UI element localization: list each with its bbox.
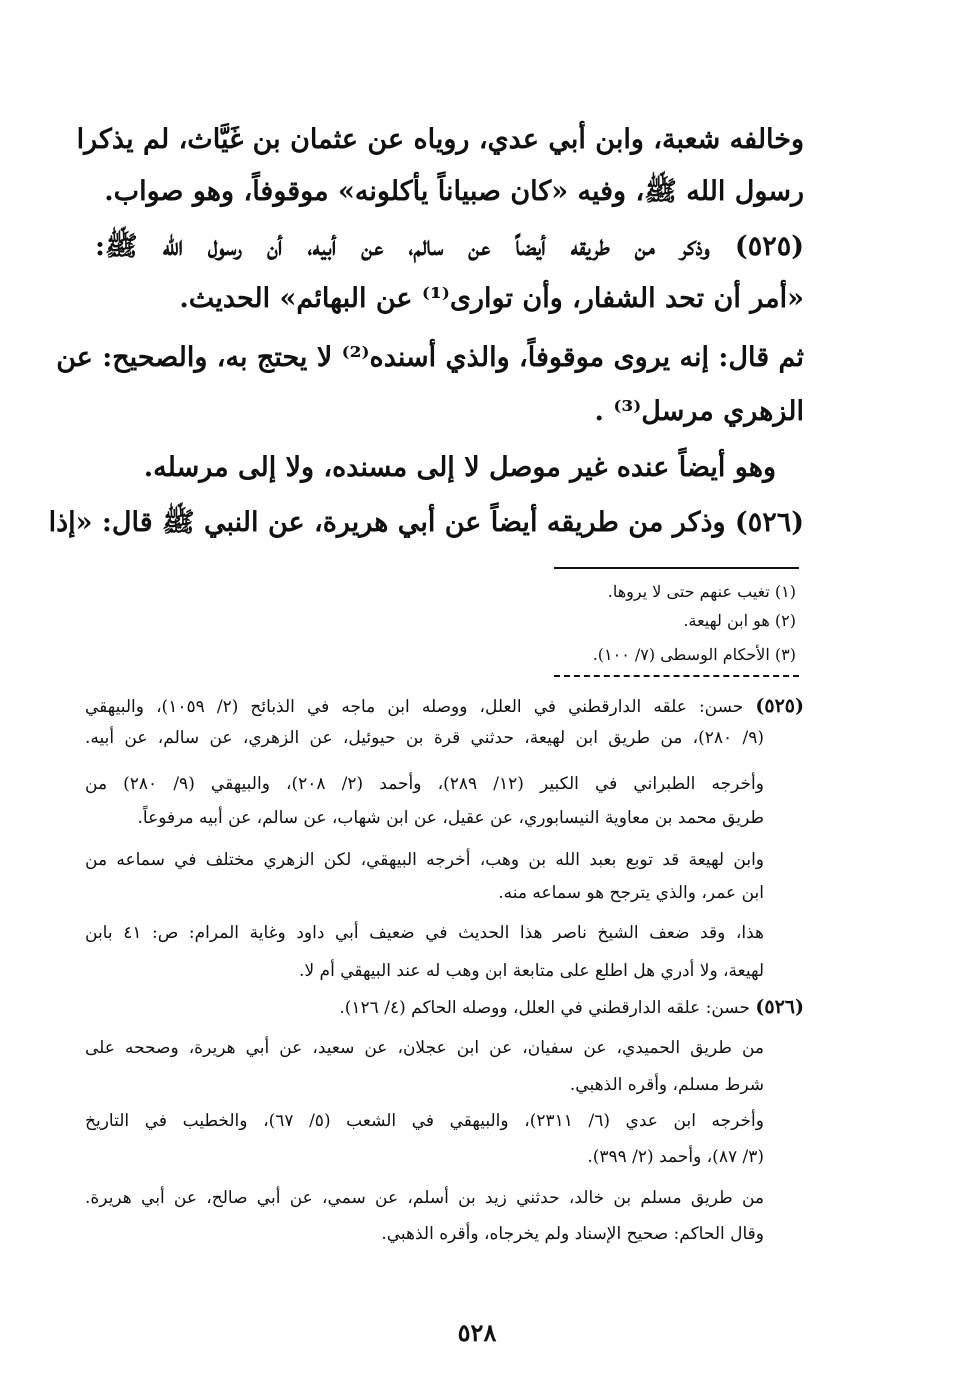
takhrij-525-line: (٩/ ٢٨٠)، من طريق ابن لهيعة، حدثني قرة بن حيوئيل، عن الزهري، عن سالم، عن أبيه. bbox=[85, 728, 764, 748]
hadith-text: وذكر من طريقه أيضاً عن سالم، عن أبيه، أن رسول الله ﷺ: bbox=[95, 231, 735, 262]
takhrij-text: حسن: علقه الدارقطني في العلل، ووصله الحاكم (٤/ ١٢٦). bbox=[339, 998, 756, 1018]
takhrij-525-line: هذا، وقد ضعف الشيخ ناصر هذا الحديث في ضعيف أبي داود وغاية المرام: ص: ٤١ بابن bbox=[85, 923, 764, 943]
takhrij-525-line: لهيعة، ولا أدري هل اطلع على متابعة ابن وهب له عند البيهقي أم لا. bbox=[299, 961, 764, 981]
footnote: (٢) هو ابن لهيعة. bbox=[683, 611, 796, 630]
takhrij-number: (٥٢٥) bbox=[755, 695, 805, 717]
hadith-526-heading bbox=[48, 498, 804, 548]
main-text-line: ثم قال: إنه يروى موقوفاً، والذي أسنده⁽²⁾ لا يحتج به، والصحيح: عن bbox=[56, 342, 804, 373]
takhrij-526-line: من طريق الحميدي، عن سفيان، عن ابن عجلان، عن سعيد، عن أبي هريرة، وصححه على bbox=[85, 1038, 764, 1058]
hadith-525-heading bbox=[95, 222, 804, 272]
takhrij-526-line: وأخرجه ابن عدي (٦/ ٢٣١١)، والبيهقي في الشعب (٥/ ٦٧)، والخطيب في التاريخ bbox=[85, 1111, 764, 1131]
takhrij-525-line: طريق محمد بن معاوية النيسابوري، عن عقيل، عن ابن شهاب، عن سالم، عن أبيه مرفوعاً. bbox=[137, 808, 764, 828]
main-text-line: وخالفه شعبة، وابن أبي عدي، روياه عن عثمان بن غَيَّاث، لم يذكرا bbox=[76, 124, 804, 155]
takhrij-526-line: (٣/ ٨٧)، وأحمد (٢/ ٣٩٩). bbox=[587, 1147, 764, 1167]
takhrij-525-line: وابن لهيعة قد توبع بعبد الله بن وهب، أخرجه البيهقي، لكن الزهري مختلف في سماعه من bbox=[85, 850, 764, 870]
footnote: (١) تغيب عنهم حتى لا يروها. bbox=[607, 582, 796, 601]
main-text-line: وهو أيضاً عنده غير موصل لا إلى مسنده، ولا إلى مرسله. bbox=[143, 452, 776, 483]
takhrij-526-line: شرط مسلم، وأقره الذهبي. bbox=[569, 1075, 764, 1095]
page-number: ٥٢٨ bbox=[457, 1318, 497, 1347]
takhrij-525-line bbox=[85, 690, 804, 722]
takhrij-526-line: وقال الحاكم: صحيح الإسناد ولم يخرجاه، وأقره الذهبي. bbox=[381, 1224, 764, 1244]
takhrij-number: (٥٢٦) bbox=[755, 996, 804, 1018]
takhrij-525-line: ابن عمر، والذي يترجح هو سماعه منه. bbox=[498, 883, 764, 903]
main-text-line: الزهري مرسل⁽³⁾ . bbox=[594, 396, 804, 427]
takhrij-separator bbox=[554, 675, 799, 677]
hadith-number: (٥٢٥) bbox=[734, 231, 804, 262]
main-text-line: رسول الله ﷺ، وفيه «كان صبياناً يأكلونه» موقوفاً، وهو صواب. bbox=[104, 176, 804, 207]
footnote: (٣) الأحكام الوسطى (٧/ ١٠٠). bbox=[592, 645, 796, 664]
takhrij-525-line: وأخرجه الطبراني في الكبير (١٢/ ٢٨٩)، وأحمد (٢/ ٢٠٨)، والبيهقي (٩/ ٢٨٠) من bbox=[85, 774, 764, 794]
takhrij-526-line bbox=[85, 991, 804, 1023]
takhrij-526-line: من طريق مسلم بن خالد، حدثني زيد بن أسلم، عن سمي، عن أبي صالح، عن أبي هريرة. bbox=[85, 1188, 764, 1208]
hadith-text: وذكر من طريقه أيضاً عن أبي هريرة، عن النبي ﷺ قال: «إذا bbox=[48, 507, 735, 538]
takhrij-text: حسن: علقه الدارقطني في العلل، ووصله ابن ماجه في الذبائح (٢/ ١٠٥٩)، والبيهقي bbox=[85, 697, 756, 717]
hadith-number: (٥٢٦) bbox=[734, 507, 804, 538]
footnote-separator bbox=[554, 567, 799, 569]
main-text-line: «أمر أن تحد الشفار، وأن توارى⁽¹⁾ عن البهائم» الحديث. bbox=[179, 283, 804, 314]
